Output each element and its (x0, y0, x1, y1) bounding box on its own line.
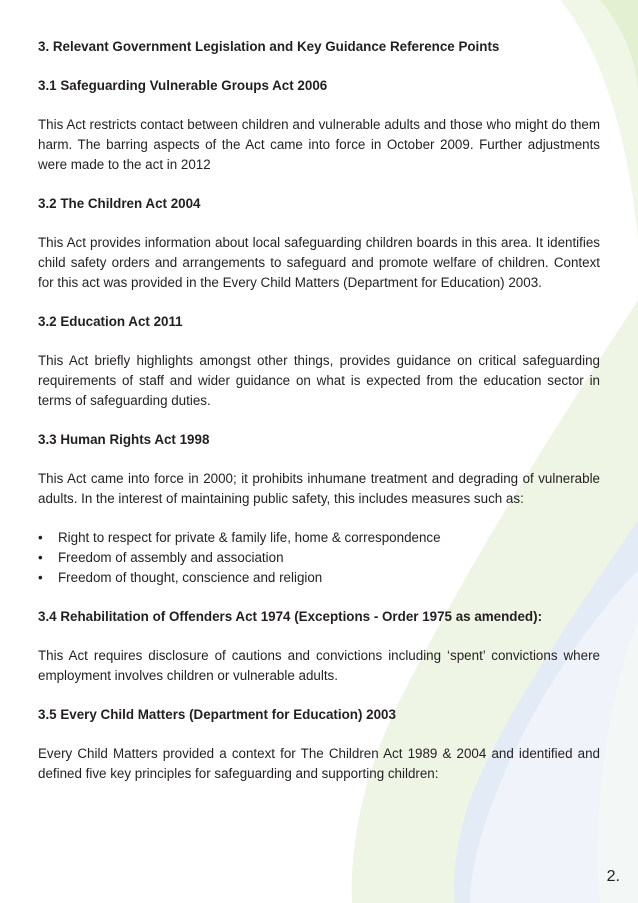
rights-list (38, 528, 600, 588)
section-body-3-2-education-act: This Act briefly highlights amongst other things, provides guidance on critical safeguarding requirements of staff and wider guidance on what is expected from the education sector in terms of safeguarding duties. (38, 353, 600, 408)
section-heading-3-5: 3.5 Every Child Matters (Department for Education) 2003 (38, 707, 396, 722)
document-body (38, 37, 600, 803)
page-number: 2. (606, 868, 620, 885)
section-body-3-4: This Act requires disclosure of cautions and convictions including ‘spent’ convictions where employment involves children or vulnerable adults. (38, 648, 600, 683)
section-body-3-5: Every Child Matters provided a context for The Children Act 1989 & 2004 and identified and defined five key principles for safeguarding and supporting children: (38, 746, 600, 781)
section-body-3-3: This Act came into force in 2000; it prohibits inhumane treatment and degrading of vulnerable adults. In the interest of maintaining public safety, this includes measures such as: (38, 471, 600, 506)
section-heading-3-1: 3.1 Safeguarding Vulnerable Groups Act 2006 (38, 78, 328, 93)
section-heading-3-3: 3.3 Human Rights Act 1998 (38, 432, 210, 447)
section-heading-3-2-children-act: 3.2 The Children Act 2004 (38, 196, 201, 211)
section-title: 3. Relevant Government Legislation and Key Guidance Reference Points (38, 39, 500, 54)
section-body-3-2-children-act: This Act provides information about local safeguarding children boards in this area. It identifies child safety orders and arrangements to safeguard and promote welfare of children. Context for this act was provided in the Every Child Matters (Department for Education) 2003. (38, 235, 600, 290)
section-heading-3-4: 3.4 Rehabilitation of Offenders Act 1974 (Exceptions - Order 1975 as amended): (38, 609, 543, 624)
section-body-3-1: This Act restricts contact between children and vulnerable adults and those who might do them harm. The barring aspects of the Act came into force in October 2009. Further adjustments were made to the act in 2012 (38, 117, 600, 172)
list-item: • Right to respect for private & family life, home & correspondence (38, 528, 600, 548)
list-item: • Freedom of assembly and association (38, 548, 600, 568)
section-heading-3-2-education-act: 3.2 Education Act 2011 (38, 314, 183, 329)
list-item: • Freedom of thought, conscience and religion (38, 568, 600, 588)
